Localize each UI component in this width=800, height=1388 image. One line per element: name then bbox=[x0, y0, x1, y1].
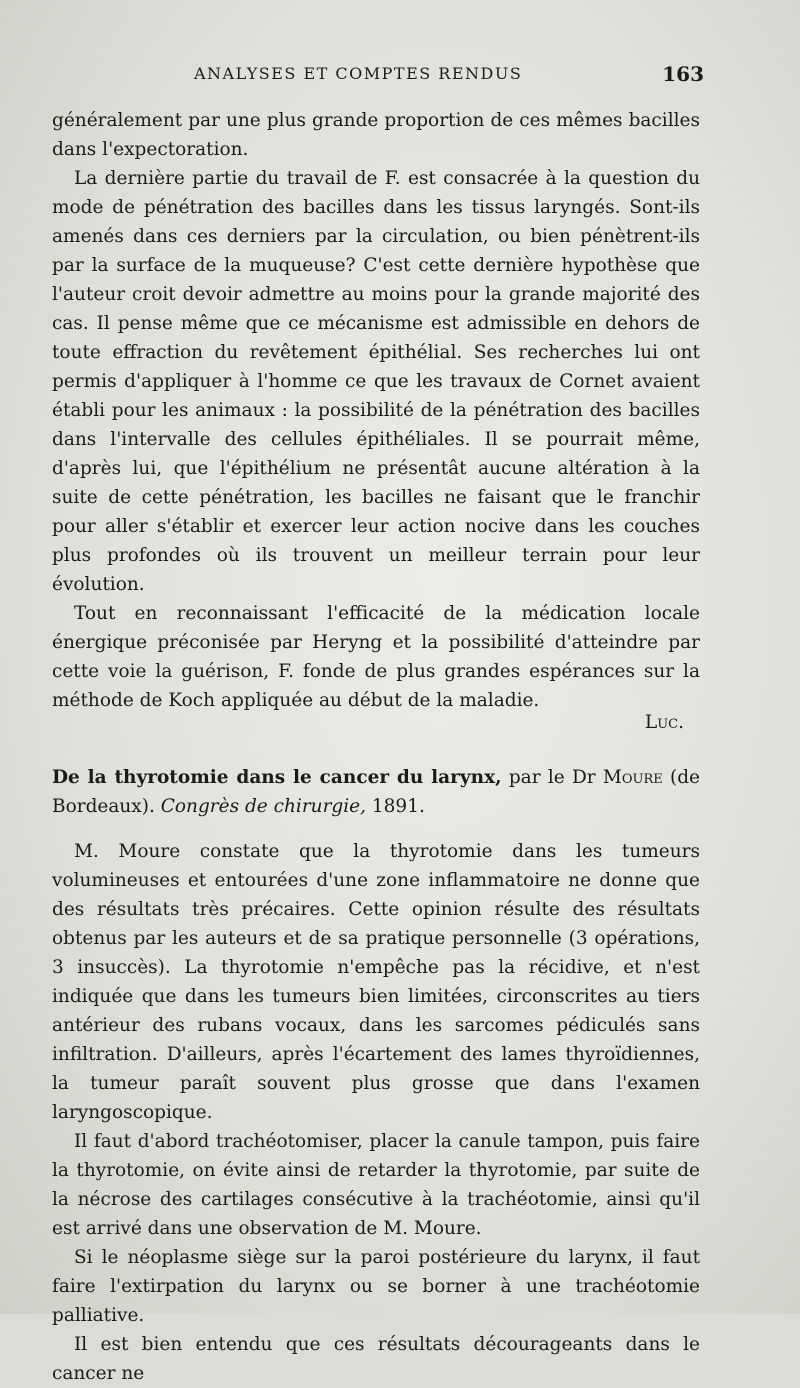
paragraph-continued: généralement par une plus grande proportion de ces mêmes bacilles dans l'expectoration. bbox=[52, 110, 700, 160]
page-number: 163 bbox=[662, 62, 704, 86]
article-title: De la thyrotomie dans le cancer du larynx, bbox=[52, 767, 502, 788]
paragraph: M. Moure constate que la thyrotomie dans les tumeurs volumineuses et entourées d'une zone inflammatoire ne donne que des résultats très précaires. Cette opinion résulte des résultats obtenus par les auteurs et de sa pratique personnelle (3 opérations, 3 insuccès). La thyrotomie n'empêche pas la récidive, et n'est indiquée que dans les tumeurs bien limitées, circonscrites au tiers antérieur des rubans vocaux, dans les sarcomes pédiculés sans infiltration. D'ailleurs, après l'écartement des lames thyroïdiennes, la tumeur paraît souvent plus grosse que dans l'examen laryngoscopique. bbox=[52, 841, 700, 1123]
paragraph: La dernière partie du travail de F. est consacrée à la question du mode de pénétration des bacilles dans les tissus laryngés. Sont-ils amenés dans ces derniers par la circulation, ou bien pénètrent-ils par la surface de la muqueuse? C'est cette dernière hypothèse que l'auteur croit devoir admettre au moins pour la grande majorité des cas. Il pense même que ce mécanisme est admissible en dehors de toute effraction du revêtement épithélial. Ses recherches lui ont permis d'appliquer à l'homme ce que les travaux de Cornet avaient établi pour les animaux : la possibilité de la pénétration des bacilles dans l'intervalle des cellules épithéliales. Il se pourrait même, d'après lui, que l'épithélium ne présentât aucune altération à la suite de cette pénétration, les bacilles ne faisant que le franchir pour aller s'établir et exercer leur action nocive dans les couches plus profondes où ils trouvent un meilleur terrain pour leur évolution. bbox=[52, 168, 700, 595]
running-title: ANALYSES ET COMPTES RENDUS bbox=[194, 64, 523, 83]
article-journal: Congrès de chirurgie, bbox=[160, 796, 367, 817]
article-by: par le Dr bbox=[501, 767, 603, 788]
paragraph: Tout en reconnaissant l'efficacité de la médication locale énergique préconisée par Heryng et la possibilité d'atteindre par cette voie la guérison, F. fonde de plus grandes espérances sur la méthode de Koch appliquée au début de la maladie. bbox=[52, 603, 700, 711]
paragraph: Il faut d'abord trachéotomiser, placer la canule tampon, puis faire la thyrotomie, on évite ainsi de retarder la thyrotomie, par suite de la nécrose des cartilages consécutive à la trachéotomie, ainsi qu'il est arrivé dans une observation de M. Moure. bbox=[52, 1131, 700, 1239]
article-heading bbox=[52, 763, 700, 821]
article-place: (de Bordeaux). bbox=[52, 767, 701, 817]
paragraph: Si le néoplasme siège sur la paroi postérieure du larynx, il faut faire l'extirpation du larynx ou se borner à une trachéotomie palliative. bbox=[52, 1247, 700, 1326]
article-year: 1891. bbox=[366, 796, 425, 817]
article-author: Moure bbox=[602, 767, 663, 788]
page-header bbox=[54, 62, 704, 90]
paragraph-truncated: Il est bien entendu que ces résultats décourageants dans le cancer ne bbox=[52, 1334, 700, 1384]
page-body bbox=[52, 106, 700, 1388]
review-signature: Luc. bbox=[644, 712, 684, 733]
